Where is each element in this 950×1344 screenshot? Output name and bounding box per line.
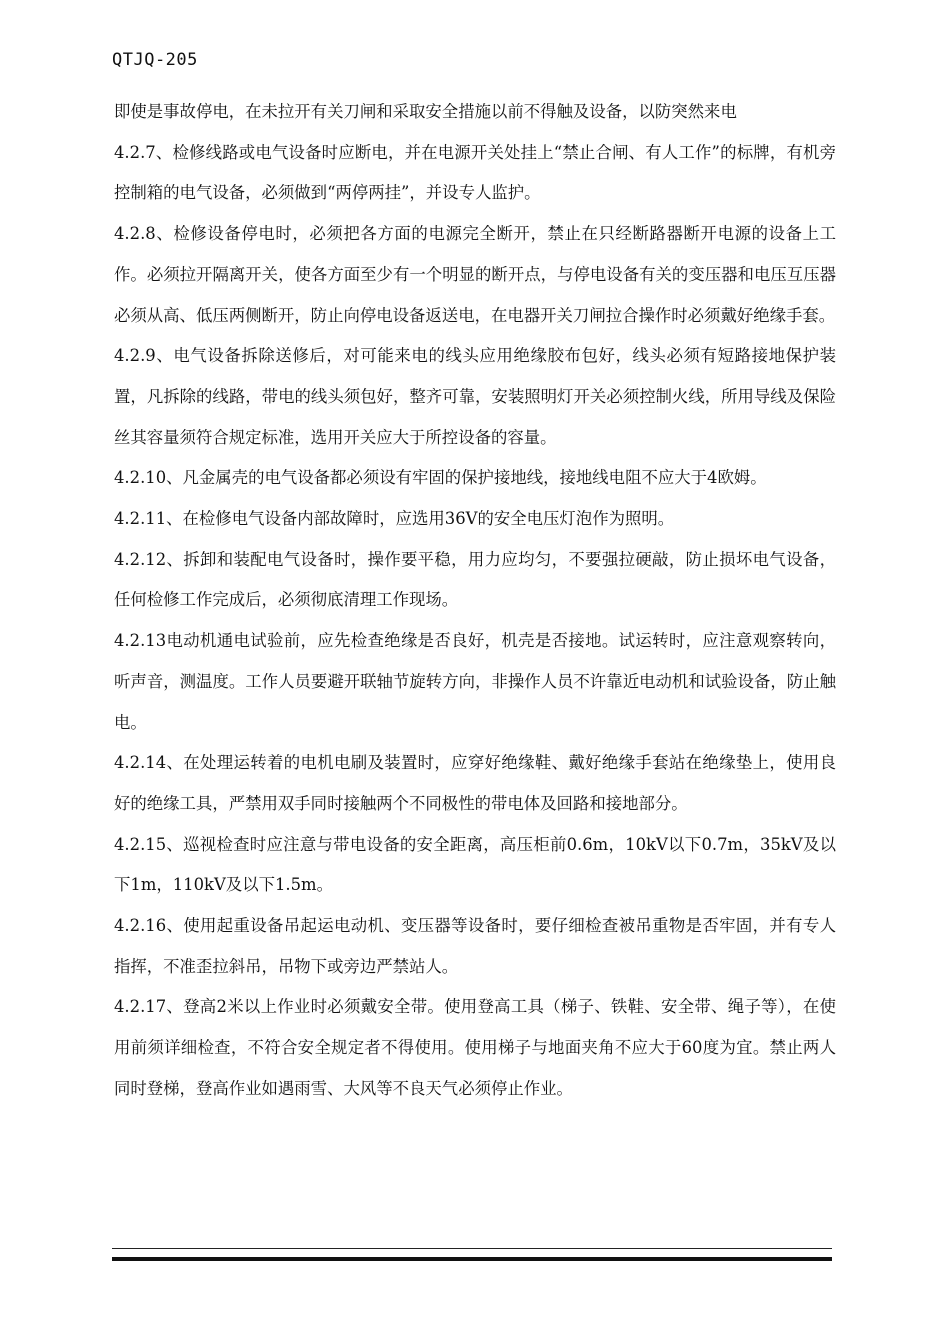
footer-rule-thin: [112, 1248, 832, 1249]
document-code: QTJQ-205: [112, 50, 198, 70]
clause-4-2-17: 4.2.17、登高2米以上作业时必须戴安全带。使用登高工具（梯子、铁鞋、安全带、绳子等），在使用前须详细检查，不符合安全规定者不得使用。使用梯子与地面夹角不应大于60度为宜。禁止两人同时登梯，登高作业如遇雨雪、大风等不良天气必须停止作业。: [114, 997, 836, 1098]
clause-4-2-15: 4.2.15、巡视检查时应注意与带电设备的安全距离，高压柜前0.6m，10kV以下0.7m，35kV及以下1m，110kV及以下1.5m。: [114, 834, 836, 895]
clause-4-2-13: 4.2.13电动机通电试验前，应先检查绝缘是否良好，机壳是否接地。试运转时，应注意观察转向，听声音，测温度。工作人员要避开联轴节旋转方向，非操作人员不许靠近电动机和试验设备，防止触电。: [114, 631, 836, 732]
clause-4-2-12: 4.2.12、拆卸和装配电气设备时，操作要平稳，用力应均匀，不要强拉硬敲，防止损坏电气设备，任何检修工作完成后，必须彻底清理工作现场。: [114, 549, 836, 610]
clause-4-2-9: 4.2.9、电气设备拆除送修后，对可能来电的线头应用绝缘胶布包好，线头必须有短路接地保护装置，凡拆除的线路，带电的线头须包好，整齐可靠，安装照明灯开关必须控制火线，所用导线及保险丝其容量须符合规定标准，选用开关应大于所控设备的容量。: [114, 346, 836, 447]
clause-4-2-10: 4.2.10、凡金属壳的电气设备都必须设有牢固的保护接地线，接地线电阻不应大于4欧姆。: [114, 468, 767, 488]
clause-4-2-14: 4.2.14、在处理运转着的电机电刷及装置时，应穿好绝缘鞋、戴好绝缘手套站在绝缘垫上，使用良好的绝缘工具，严禁用双手同时接触两个不同极性的带电体及回路和接地部分。: [114, 753, 836, 813]
clause-4-2-7: 4.2.7、检修线路或电气设备时应断电，并在电源开关处挂上“禁止合闸、有人工作”的标牌，有机旁控制箱的电气设备，必须做到“两停两挂”，并设专人监护。: [114, 142, 836, 203]
paragraph-continuation: 即使是事故停电，在未拉开有关刀闸和采取安全措施以前不得触及设备，以防突然来电: [114, 102, 737, 121]
footer-rule-thick: [112, 1257, 832, 1261]
clause-4-2-16: 4.2.16、使用起重设备吊起运电动机、变压器等设备时，要仔细检查被吊重物是否牢固，并有专人指挥，不准歪拉斜吊，吊物下或旁边严禁站人。: [114, 916, 836, 976]
document-body: [114, 92, 836, 1110]
clause-4-2-11: 4.2.11、在检修电气设备内部故障时，应选用36V的安全电压灯泡作为照明。: [114, 509, 675, 529]
clause-4-2-8: 4.2.8、检修设备停电时，必须把各方面的电源完全断开，禁止在只经断路器断开电源的设备上工作。必须拉开隔离开关，使各方面至少有一个明显的断开点，与停电设备有关的变压器和电压互压器必须从高、低压两侧断开，防止向停电设备返送电，在电器开关刀闸拉合操作时必须戴好绝缘手套。: [114, 224, 836, 325]
